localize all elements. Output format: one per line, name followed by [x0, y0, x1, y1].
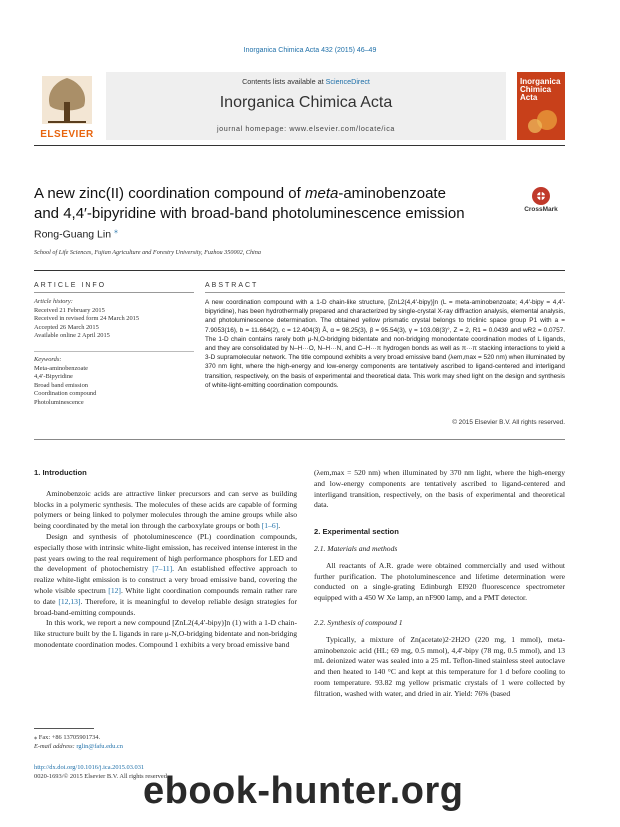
intro-paragraph-3: In this work, we report a new compound [ZnL2(4,4′-bipy)]n (1) with a 1-D chain-like structure built by the L ligands in rare μ-N,O-bridging bidentate and non-bridging monodentate coordination modes. Compound 1 exhibits a very broad emissive band	[34, 618, 297, 649]
footnote-rule	[34, 728, 94, 729]
footnote: ⁎ Fax: +86 13705901734. E-mail address: rglin@fafu.edu.cn	[34, 734, 123, 750]
article-info-rule	[34, 292, 194, 293]
citation-link[interactable]: [7–11]	[152, 564, 173, 574]
crossmark-icon	[516, 186, 566, 206]
citation-link[interactable]: [1–6]	[261, 521, 279, 531]
elsevier-tree-icon	[34, 72, 100, 128]
synthesis-subheading: 2.2. Synthesis of compound 1	[314, 617, 403, 627]
article-history: Article history: Received 21 February 2015 Received in revised form 24 March 2015 Accepted 26 March 2015 Available online 2 April 2015	[34, 298, 140, 340]
citation-link[interactable]: [12,13]	[58, 596, 81, 606]
author-email-link[interactable]: rglin@fafu.edu.cn	[76, 743, 123, 750]
abstract-rule	[205, 292, 565, 293]
synthesis-paragraph: Typically, a mixture of Zn(acetate)2·2H2O (220 mg, 1 mmol), meta-aminobenzoic acid (HL; 69 mg, 0.5 mmol), 4,4′-bipy (78 mg, 0.5 mmol), and 13 mL deionized water was sealed into a 25 mL Teflon-lined stainless steel autoclave and then heated to 140 °C and kept at this temperature for 1 d before cooling to room temperature. 93.82 mg yellow prismatic crystals of 1 were collected by filtration, washed with water, and dried in air. Yield: 76% (based	[314, 634, 565, 698]
intro-continuation: (λem,max = 520 nm) when illuminated by 370 nm light, where the high-energy and low-energy components are tentatively ascribed to ligand-centered and interligand transition, respectively, on the basis of experimental and theoretical data.	[314, 468, 565, 510]
cover-art-icon	[517, 72, 565, 140]
experimental-heading: 2. Experimental section	[314, 527, 399, 537]
article-title: A new zinc(II) coordination compound of meta-aminobenzoate and 4,4′-bipyridine with broad-band photoluminescence emission	[34, 185, 465, 222]
sciencedirect-link[interactable]: ScienceDirect	[325, 77, 370, 86]
publisher-logo-text: ELSEVIER	[40, 129, 94, 140]
citation-link[interactable]: [12]	[108, 585, 121, 595]
header-rule	[34, 145, 565, 146]
author-name[interactable]: Rong-Guang Lin ⁎	[34, 226, 118, 241]
materials-paragraph: All reactants of A.R. grade were obtained commercially and used without further purification. The photoluminescence and lifetime determination were conducted on a single-grating Edinburgh EI920 fluorescence spectrometer equipped with a 450 W Xe lamp, an nF900 lamp, and a PMT detector.	[314, 560, 565, 603]
doi-link[interactable]: http://dx.doi.org/10.1016/j.ica.2015.03.031	[34, 764, 145, 771]
journal-title: Inorganica Chimica Acta	[219, 94, 393, 111]
right-column	[314, 468, 565, 700]
abstract-bottom-rule	[34, 439, 565, 440]
journal-homepage[interactable]: journal homepage: www.elsevier.com/locate/ica	[216, 124, 395, 133]
left-column	[34, 468, 297, 651]
elsevier-logo	[34, 72, 100, 140]
cover-title: Inorganica Chimica Acta	[520, 77, 561, 102]
affiliation: School of Life Sciences, Fujian Agriculture and Forestry University, Fuzhou 350002, China	[34, 249, 261, 256]
abstract-text: A new coordination compound with a 1-D chain-like structure, [ZnL2(4,4′-bipy)]n (L = meta-aminobenzoate; 4,4′-bipy = 4,4′-bipyridine), has been hydrothermally prepared and characterized by single-crystal X-ray diffraction analysis, elemental analysis, and photoluminescence determination. The obtained yellow prismatic crystal belongs to triclinic space group P1 with a = 7.9053(16), b = 11.664(2), c = 12.404(3) Å, α = 98.25(3), β = 95.54(3), γ = 103.08(3)°, Z = 2, R1 = 0.0439 and wR2 = 0.0757. The 1-D chain contains rarely both μ-N,O-bridging bidentate and non-bridging monodentate coordination modes of L ligands, and they are consolidated by N–H···O, N–H···N, and C–H···π hydrogen bonds as well as π···π stacking interactions to yield a 3-D supramolecular network. The title compound exhibits a very broad emissive band (λem,max = 520 nm) when illuminated by 370 nm light, where the high-energy and low-energy components are tentatively ascribed to ligand-centered and interligand transition, respectively, on the basis of experimental and theoretical data. This work may shed light on the design and synthesis of white-light-emitting coordination compounds.	[205, 299, 565, 389]
info-rule	[34, 270, 565, 271]
article-info-heading: ARTICLE INFO	[34, 282, 107, 289]
intro-paragraph-2: Design and synthesis of photoluminescence (PL) coordination compounds, especially those with intrinsic white-light emission, has received intense interest in the past years owing to the real requirement of high performance phosphors for LED and the development of photochemistry [7–11]. An established effective approach to realize white-light emission is to construct a very broad emissive band, covering the whole visible spectrum [12]. White light coordination compounds remain rather rare to date [12,13]. Therefore, it is meaningful to develop reliable design strategies for broad-band-emitting compounds.	[34, 531, 298, 617]
watermark: ebook-hunter.org	[143, 770, 464, 812]
abstract-copyright: © 2015 Elsevier B.V. All rights reserved.	[452, 419, 565, 426]
materials-subheading: 2.1. Materials and methods	[314, 543, 398, 553]
intro-heading: 1. Introduction	[34, 468, 87, 477]
intro-paragraph-1: Aminobenzoic acids are attractive linker precursors and can serve as building blocks in a polymeric synthesis. The molecules of these acids are capable of forming polymers or being linked to polymer molecules through the amine groups while also being coordinated by the metal ion through the carboxylate groups or both [1–6].	[34, 488, 297, 531]
crossmark-label: CrossMark	[524, 206, 558, 213]
corresponding-author-mark: ⁎	[113, 226, 118, 235]
abstract-heading: ABSTRACT	[205, 282, 259, 289]
keywords-rule	[34, 351, 194, 352]
journal-reference[interactable]: Inorganica Chimica Acta 432 (2015) 46–49	[243, 47, 377, 54]
doi-block: http://dx.doi.org/10.1016/j.ica.2015.03.031 0020-1693/© 2015 Elsevier B.V. All rights reserved.	[34, 764, 169, 780]
journal-cover-image	[517, 72, 565, 140]
crossmark-badge[interactable]	[516, 186, 566, 220]
keywords: Keywords: Meta-aminobenzoate 4,4′-Bipyridine Broad band emission Coordination compound Photoluminescence	[34, 356, 97, 406]
contents-line: Contents lists available at ScienceDirect	[242, 77, 370, 86]
